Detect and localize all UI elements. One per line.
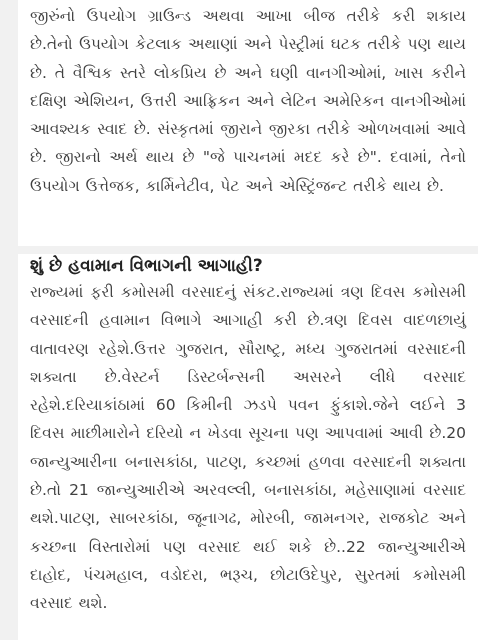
article-card-top xyxy=(18,0,478,246)
weather-paragraph: રાજ્યમાં ફરી કમોસમી વરસાદનું સંકટ.રાજ્યમાં ત્રણ દિવસ કમોસમી વરસાદની હવામાન વિભાગે આગાહી કરી છે.ત્રણ દિવસ વાદળછાયું વાતાવરણ રહેશે.ઉત્તર ગુજરાત, સૌરાષ્ટ્ર, મધ્ય ગુજરાતમાં વરસાદની શક્યતા છે.વેસ્ટર્ન ડિસ્ટર્બન્સની અસરને લીધે વરસાદ રહેશે.દરિયાકાંઠામાં 60 કિમીની ઝડપે પવન ફુંકાશે.જેને લઈને 3 દિવસ માછીમારોને દરિયો ન ખેડવા સૂચના પણ આપવામાં આવી છે.20 જાન્યુઆરીના બનાસકાંઠા, પાટણ, કચ્છમાં હળવા વરસાદની શક્યતા છે.તો 21 જાન્યુઆરીએ અરવલ્લી, બનાસકાંઠા, મહેસાણામાં વરસાદ થશે.પાટણ, સાબરકાંઠા, જૂનાગઢ, મોરબી, જામનગર, રાજકોટ અને કચ્છના વિસ્તારોમાં પણ વરસાદ થઈ શકે છે..22 જાન્યુઆરીએ દાહોદ, પંચમહાલ, વડોદરા, ભરૂચ, છોટાઉદેપુર, સુરતમાં કમોસમી વરસાદ થશે. xyxy=(30,283,466,613)
intro-paragraph: જીરુંનો ઉપયોગ ગ્રાઉન્ડ અથવા આખા બીજ તરીકે કરી શકાય છે.તેનો ઉપયોગ કેટલાક અથાણાં અને પેસ્ટ્રીમાં ઘટક તરીકે પણ થાય છે. તે વૈશ્વિક સ્તરે લોકપ્રિય છે અને ઘણી વાનગીઓમાં, ખાસ કરીને દક્ષિણ એશિયન, ઉત્તરી આફ્રિકન અને લેટિન અમેરિકન વાનગીઓમાં આવશ્યક સ્વાદ છે. સંસ્કૃતમાં જીરાને જીરકા તરીકે ઓળખવામાં આવે છે. જીરાનો અર્થ થાય છે "જે પાચનમાં મદદ કરે છે". દવામાં, તેનો ઉપયોગ ઉત્તેજક, કાર્મિનેટીવ, પેટ અને એસ્ટ્રિંજન્ટ તરીકે થાય છે. xyxy=(30,7,466,195)
article-card-bottom xyxy=(18,254,478,640)
section-heading: શું છે હવામાન વિભાગની આગાહી? xyxy=(30,256,263,276)
